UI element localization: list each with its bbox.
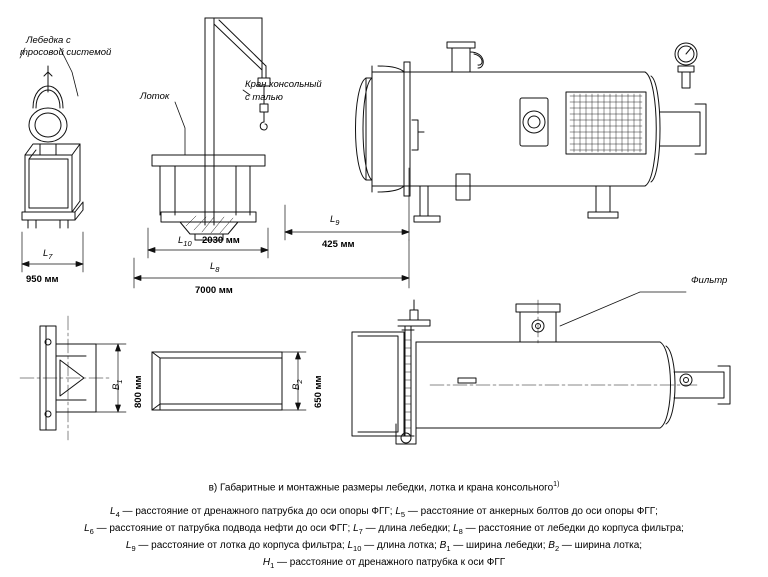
dimension-label-L8: $L_8$ — [210, 261, 220, 274]
dimension-label-B1: $B_1$ — [111, 379, 124, 390]
dimension-L8 — [134, 240, 409, 288]
legend-line-1: $L_4$ — расстояние от дренажного патрубка до оси опоры ФГГ; $L_5$ — расстояние от анкерных болтов до оси опоры ФГГ; — [110, 506, 658, 519]
dimension-value-B1: 800 мм — [133, 375, 144, 408]
dimension-label-L9: $L_9$ — [330, 214, 340, 227]
annotation-filter: Фильтр — [691, 275, 728, 286]
winch-drawing — [22, 48, 83, 228]
dimension-label-B2: $B_2$ — [291, 379, 304, 390]
figure-caption: в) Габаритные и монтажные размеры лебедки, лотка и крана консольного$^{1)}$ — [208, 481, 560, 494]
dimension-value-L10: 2030 мм — [202, 235, 240, 246]
dimension-value-L8: 7000 мм — [195, 285, 233, 296]
winch-plan-view — [20, 316, 112, 440]
annotation-winch-line2: тросовой системой — [20, 47, 112, 58]
dimension-L9 — [285, 168, 409, 240]
legend-line-3: $L_9$ — расстояние от лотка до корпуса фильтра; $L_{10}$ — длина лотка; $B_1$ — ширина лебедки; $B_2$ — ширина лотка; — [125, 540, 643, 553]
dimension-label-L7: $L_7$ — [43, 248, 53, 261]
annotation-crane: Кран консольный — [245, 79, 322, 90]
filter-vessel-top — [356, 42, 707, 222]
legend-line-2: $L_6$ — расстояние от патрубка подвода нефти до оси ФГГ; $L_7$ — длина лебедки; $L_8$ — расстояние от лебедки до корпуса фильтра; — [84, 523, 684, 536]
dimension-label-L10: $L_{10}$ — [178, 235, 192, 248]
legend-line-4: $H_1$ — расстояние от дренажного патрубка к оси ФГГ — [262, 557, 506, 570]
annotation-tray: Лоток — [140, 91, 170, 102]
dimension-value-L7: 950 мм — [26, 274, 59, 285]
tray-plan-view — [152, 352, 282, 410]
annotation-crane-line2: с талью — [245, 92, 283, 103]
crane-drawing — [152, 18, 270, 240]
dimension-value-L9: 425 мм — [322, 239, 355, 250]
dimension-value-B2: 650 мм — [313, 375, 324, 408]
filter-vessel-bottom — [352, 292, 730, 444]
annotation-winch: Лебедка с — [26, 35, 71, 46]
dimension-L7 — [22, 232, 83, 272]
